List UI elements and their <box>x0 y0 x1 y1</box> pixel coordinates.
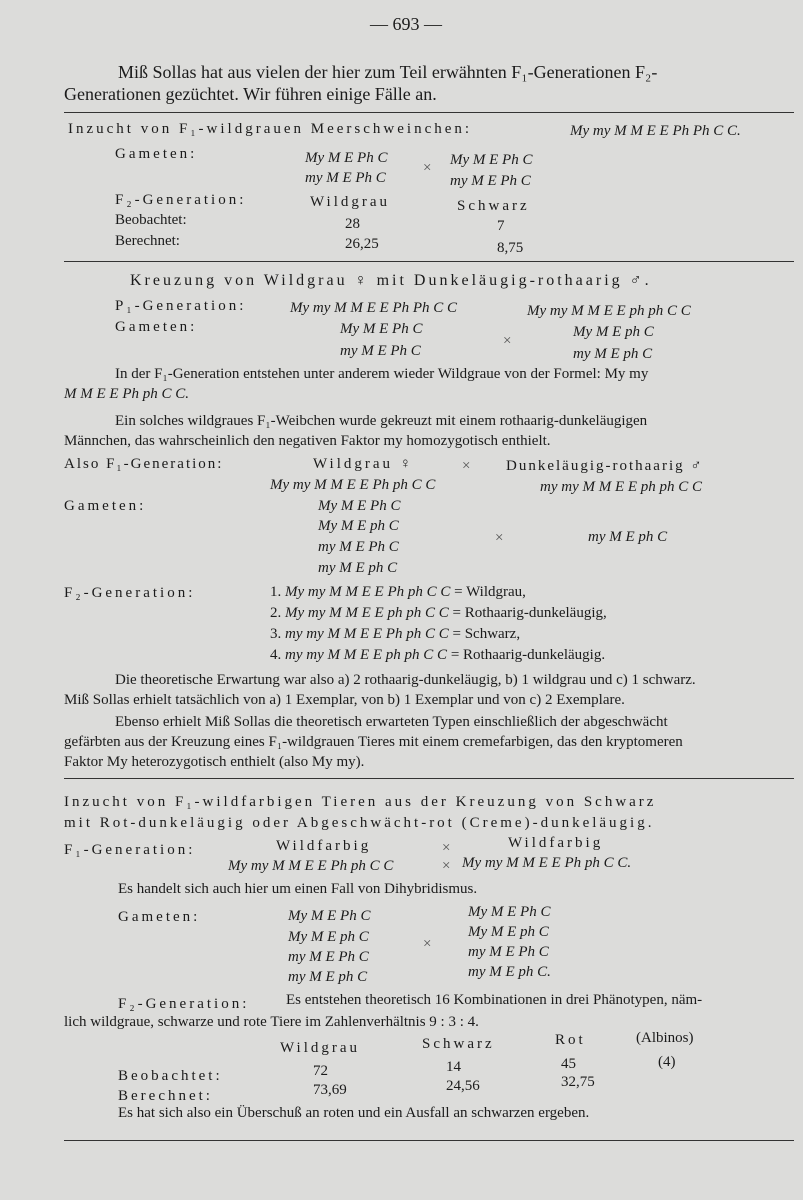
s2-g2-left-3: my M E Ph C <box>318 539 399 555</box>
s2-g2-left-2: My M E ph C <box>318 518 399 534</box>
row-formula: my my M M E E ph ph C C <box>285 647 448 663</box>
s3-obs-wildgrau: 72 <box>313 1063 328 1079</box>
divider-1 <box>64 112 794 113</box>
s3-obs-albinos: (4) <box>658 1054 676 1070</box>
row-formula: My my M M E E ph ph C C <box>285 605 449 621</box>
s3-obs-schwarz: 14 <box>446 1059 461 1075</box>
row-number: 2. <box>270 605 282 621</box>
s2-g2-left-1: My M E Ph C <box>318 498 401 514</box>
s1-col-wildgrau: Wildgrau <box>310 194 391 210</box>
s1-formula: My my M M E E Ph Ph C C. <box>570 123 741 139</box>
row-result: Wildgrau, <box>466 584 526 600</box>
s3-formula-right: My my M M E E Ph ph C C. <box>462 855 632 871</box>
intro-line-1: Miß Sollas hat aus vielen der hier zum Teil erwähnten F₁-Generationen F₂- <box>118 62 658 82</box>
s3-name-right: Wildfarbig <box>508 835 604 851</box>
s1-col-schwarz: Schwarz <box>457 198 530 214</box>
s1-cross-sign: × <box>423 160 432 176</box>
s2-also-right-name: Dunkeläugig-rothaarig ♂ <box>506 458 704 474</box>
s2-gamete-left-2: my M E Ph C <box>340 343 421 359</box>
s3-gamete-left-3: my M E Ph C <box>288 949 369 965</box>
s3-f2-text-line1: Es entstehen theoretisch 16 Kombinationen in drei Phänotypen, näm- <box>286 992 703 1008</box>
s3-gamete-left-2: My M E ph C <box>288 929 369 945</box>
s2-p1-label: P₁-Generation: <box>115 298 247 314</box>
s3-gamete-right-1: My M E Ph C <box>468 904 551 920</box>
s2-f2-row-3 <box>270 626 520 643</box>
s2-also-right-formula: my my M M E E ph ph C C <box>540 479 703 495</box>
s3-formula-cross-sign: × <box>442 858 451 874</box>
s1-calc-wildgrau: 26,25 <box>345 236 379 252</box>
row-result: Schwarz, <box>464 626 521 642</box>
s2-cross-sign: × <box>503 333 512 349</box>
s3-gameten-label: Gameten: <box>118 909 201 925</box>
s3-formula-left: My my M M E E Ph ph C C <box>228 858 394 874</box>
row-number: 3. <box>270 626 282 642</box>
s2-also-left-formula: My my M M E E Ph ph C C <box>270 477 436 493</box>
s3-obs-rot: 45 <box>561 1056 576 1072</box>
row-equals: = <box>450 647 460 663</box>
s3-conclusion: Es hat sich also ein Überschuß an roten und ein Ausfall an schwarzen ergeben. <box>118 1105 590 1121</box>
s3-f2-text-line2: lich wildgraue, schwarze und rote Tiere im Zahlenverhältnis 9 : 3 : 4. <box>64 1014 479 1030</box>
s3-header-albinos: (Albinos) <box>636 1030 694 1046</box>
row-result: Rothaarig-dunkeläugig. <box>463 647 606 663</box>
s2-para3-line2: Miß Sollas erhielt tatsächlich von a) 1 Exemplar, von b) 1 Exemplar und von c) 2 Exemplare. <box>64 692 625 708</box>
s3-f2-label: F₂-Generation: <box>118 996 250 1012</box>
s3-calc-rot: 32,75 <box>561 1074 595 1090</box>
row-formula: my my M M E E Ph ph C C <box>285 626 449 642</box>
s2-para3-line1: Die theoretische Erwartung war also a) 2 rothaarig-dunkeläugig, b) 1 wildgrau und c) 1 schwarz. <box>115 672 696 688</box>
s2-also-left-name: Wildgrau ♀ <box>313 456 415 472</box>
s3-calc-label: Berechnet: <box>118 1088 213 1104</box>
s2-g2-left-4: my M E ph C <box>318 560 398 576</box>
s3-dihybrid-text: Es handelt sich auch hier um einen Fall von Dihybridismus. <box>118 881 478 897</box>
s2-para4-line3: Faktor My heterozygotisch enthielt (also My my). <box>64 754 365 770</box>
s1-obs-label: Beobachtet: <box>115 212 187 228</box>
s3-name-left: Wildfarbig <box>276 838 372 854</box>
s2-gamete-left-1: My M E Ph C <box>340 321 423 337</box>
s2-para2-line1: Ein solches wildgraues F₁-Weibchen wurde gekreuzt mit einem rothaarig-dunkeläugigen <box>115 413 648 429</box>
s2-gamete-right-1: My M E ph C <box>573 324 654 340</box>
s2-para1-line2: M M E E Ph ph C C. <box>64 386 189 402</box>
s3-gamete-right-3: my M E Ph C <box>468 944 549 960</box>
s2-g2-right: my M E ph C <box>588 529 668 545</box>
row-number: 4. <box>270 647 282 663</box>
s3-gamete-right-2: My M E ph C <box>468 924 549 940</box>
divider-4 <box>64 1140 794 1141</box>
s3-gamete-cross-sign: × <box>423 936 432 952</box>
divider-3 <box>64 778 794 779</box>
row-formula: My my M M E E Ph ph C C <box>285 584 451 600</box>
s1-gamete-right-1: My M E Ph C <box>450 152 533 168</box>
s1-gamete-right-2: my M E Ph C <box>450 173 531 189</box>
s3-title-line2: mit Rot-dunkeläugig oder Abgeschwächt-rot (Creme)-dunkeläugig. <box>64 815 655 831</box>
s3-calc-wildgrau: 73,69 <box>313 1082 347 1098</box>
s3-calc-schwarz: 24,56 <box>446 1078 480 1094</box>
s3-header-wildgrau: Wildgrau <box>280 1040 361 1056</box>
s1-f2-label: F₂-Generation: <box>115 192 247 208</box>
row-equals: = <box>454 584 463 600</box>
s1-title: Inzucht von F₁-wildgrauen Meerschweinchen: <box>68 121 473 137</box>
s3-gamete-left-1: My M E Ph C <box>288 908 371 924</box>
row-number: 1. <box>270 584 282 600</box>
row-equals: = <box>452 605 461 621</box>
s3-title-line1: Inzucht von F₁-wildfarbigen Tieren aus der Kreuzung von Schwarz <box>64 794 657 810</box>
s2-gamete-right-2: my M E ph C <box>573 346 653 362</box>
s1-gameten-label: Gameten: <box>115 146 198 162</box>
s1-obs-schwarz: 7 <box>497 218 505 234</box>
s2-p1-right: My my M M E E ph ph C C <box>527 303 691 319</box>
s2-para1-line1: In der F₁-Generation entstehen unter anderem wieder Wildgraue von der Formel: My my <box>115 366 649 382</box>
s3-name-cross-sign: × <box>442 840 451 856</box>
s2-f2-row-2 <box>270 605 607 622</box>
s3-header-schwarz: Schwarz <box>422 1036 495 1052</box>
s1-calc-label: Berechnet: <box>115 233 180 249</box>
s2-f2-row-4 <box>270 647 605 664</box>
s3-obs-label: Beobachtet: <box>118 1068 223 1084</box>
divider-2 <box>64 261 794 262</box>
s1-obs-wildgrau: 28 <box>345 216 360 232</box>
s2-f2-row-1 <box>270 584 526 601</box>
s3-f1-label: F₁-Generation: <box>64 842 196 858</box>
s3-gamete-right-4: my M E ph C. <box>468 964 551 980</box>
s2-f2-label: F₂-Generation: <box>64 585 196 601</box>
s1-gamete-left-1: My M E Ph C <box>305 150 388 166</box>
s2-also-cross-sign: × <box>462 458 471 474</box>
s2-gameten-label: Gameten: <box>115 319 198 335</box>
intro-line-2: Generationen gezüchtet. Wir führen einige Fälle an. <box>64 84 437 104</box>
s2-p1-left: My my M M E E Ph Ph C C <box>290 300 458 316</box>
page-number: — 693 — <box>370 14 442 34</box>
row-result: Rothaarig-dunkeläugig, <box>464 605 607 621</box>
s2-para2-line2: Männchen, das wahrscheinlich den negativen Faktor my homozygotisch enthielt. <box>64 433 551 449</box>
s1-calc-schwarz: 8,75 <box>497 240 524 256</box>
s2-g2-cross-sign: × <box>495 530 504 546</box>
s3-header-rot: Rot <box>555 1032 586 1048</box>
s2-gameten2-label: Gameten: <box>64 498 147 514</box>
row-equals: = <box>452 626 461 642</box>
s3-gamete-left-4: my M E ph C <box>288 969 368 985</box>
s1-gamete-left-2: my M E Ph C <box>305 170 386 186</box>
s2-title: Kreuzung von Wildgrau ♀ mit Dunkeläugig-rothaarig ♂. <box>130 272 652 289</box>
s2-para4-line2: gefärbten aus der Kreuzung eines F₁-wildgrauen Tieres mit einem cremefarbigen, das den kryptomeren <box>64 734 683 750</box>
s2-also-label: Also F₁-Generation: <box>64 456 224 472</box>
s2-para4-line1: Ebenso erhielt Miß Sollas die theoretisch erwarteten Typen einschließlich der abgeschwächt <box>115 714 668 730</box>
